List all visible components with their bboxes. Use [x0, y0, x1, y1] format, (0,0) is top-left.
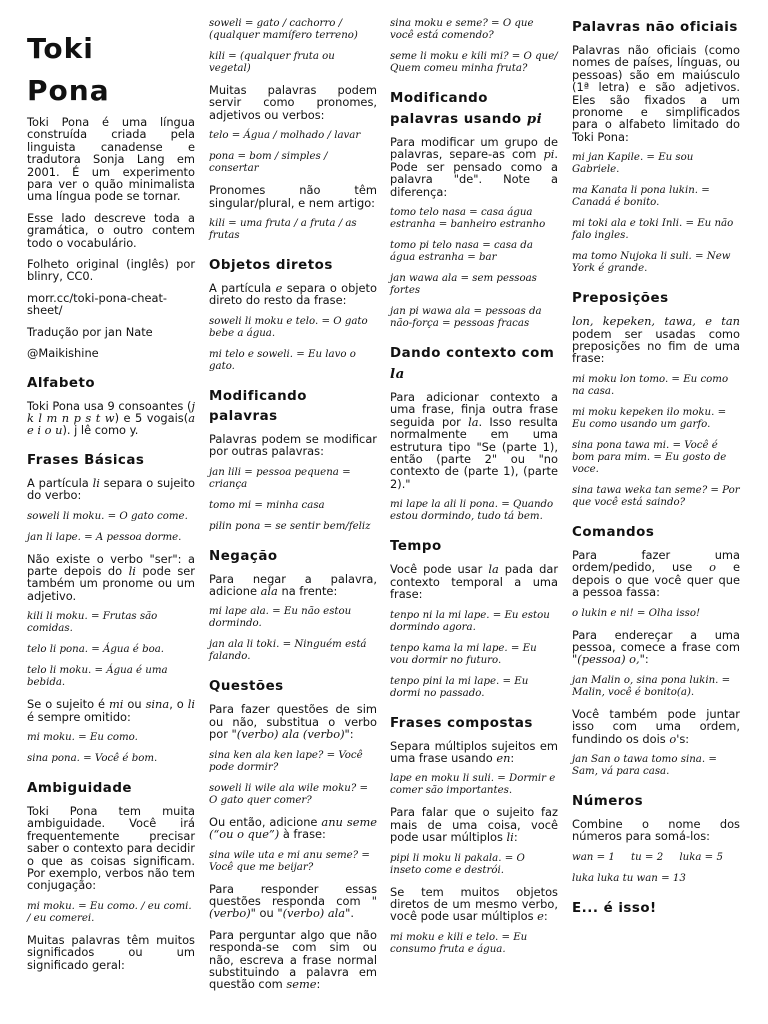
example: pilin pona = se sentir bem/feliz [209, 520, 371, 532]
example: mi lape la ali li pona. = Quando estou dormindo, tudo tá bem. [390, 499, 554, 523]
translator-handle: @Maikishine [27, 346, 99, 361]
heading-dando-contexto: Dando contexto com la [390, 346, 555, 383]
example: sina pona tawa mi. = Você é bom para mim. = Eu gosto de voce. [572, 439, 727, 475]
example: sina pona. = Você é bom. [27, 752, 158, 764]
frases-paragraph: Não existe o verbo "ser": a parte depois do li pode ser também um pronome ou um adjetivo. [27, 551, 195, 603]
example: wan = 1 tu = 2 luka = 5 [572, 851, 723, 863]
heading-modificando-pi: Modificando palavras usando pi [390, 91, 543, 127]
ambiguidade-paragraph: Muitas palavras têm muitos significados ou um significado geral: [27, 932, 195, 972]
column-3 [390, 18, 558, 965]
example: jan Malin o, sina pona lukin. = Malin, você é bonito(a). [572, 674, 731, 698]
scope-paragraph: Esse lado descreve toda a gramática, o outro contem todo o vocabulário. [27, 210, 195, 250]
example: sina wile uta e mi anu seme? = Você que me beijar? [209, 849, 370, 873]
paragraph: Palavras não oficiais (como nomes de países, línguas, ou pessoas) são em maiúsculo (1ª letra) e são adjetivos. Eles são fixados a um pronome e simplificados para o alfabeto limitado do Toki Pona: [572, 43, 740, 144]
frases-paragraph: A partícula li separa o sujeito do verbo: [27, 475, 195, 503]
example: tenpo kama la mi lape. = Eu vou dormir no futuro. [390, 642, 537, 666]
ambiguidade-paragraph: Toki Pona tem muita ambiguidade. Você irá frequentemente precisar saber o contexto para decidir o que as coisas significam. Por exemplo, verbos não tem conjugação: [27, 803, 195, 893]
translation-credit: Tradução por jan Nate [27, 324, 153, 339]
example: tomo telo nasa = casa água estranha = banheiro estranho [390, 207, 546, 231]
column-2 [209, 18, 377, 1000]
example: soweli li moku e telo. = O gato bebe a água. [209, 315, 368, 339]
heading-preposicoes: Preposições [572, 291, 669, 307]
heading-frases-basicas: Frases Básicas [27, 452, 145, 468]
heading-negacao: Negação [209, 548, 278, 564]
example: sina moku e seme? = O que você está comendo? [390, 18, 534, 41]
example: tenpo pini la mi lape. = Eu dormi no passado. [390, 675, 529, 699]
heading-palavras-nao-oficiais: Palavras não oficiais [572, 20, 738, 35]
example: mi moku kepeken ilo moku. = Eu como usando um garfo. [572, 406, 727, 430]
example: soweli li moku. = O gato come. [27, 510, 188, 522]
heading-numeros: Números [572, 793, 644, 809]
credit-paragraph: Folheto original (inglês) por blinry, CC0. [27, 257, 195, 284]
source-url: morr.cc/toki-pona-cheat-sheet/ [27, 290, 168, 318]
paragraph: Para fazer uma ordem/pedido, use o e depois o que você quer que a pessoa fassa: [572, 547, 740, 600]
heading-questoes: Questões [209, 679, 284, 695]
paragraph: Para perguntar algo que não responda-se com sim ou não, escreva a frase normal substituindo a palavra em questão com seme: [209, 927, 377, 992]
example: o lukin e ni! = Olha isso! [572, 607, 701, 619]
paragraph: Separa múltiplos sujeitos em uma frase usando en: [390, 738, 558, 765]
example: sina tawa weka tan seme? = Por que você está saindo? [572, 484, 740, 508]
example: ma tomo Nujoka li suli. = New York é grande. [572, 251, 731, 275]
heading-frases-compostas: Frases compostas [390, 715, 533, 731]
paragraph: Para responder essas questões responda com "(verbo)" ou "(verbo) ala". [209, 881, 377, 921]
intro-paragraph: Toki Pona é uma língua construída criada pela linguista canadense e tradutora Sonja Lang em 2001. É um experimento para ver o quão minimalista uma língua pode se tornar. [27, 115, 195, 204]
heading-alfabeto: Alfabeto [27, 375, 96, 391]
example: luka luka tu wan = 13 [572, 872, 686, 884]
example: mi lape ala. = Eu não estou dormindo. [209, 606, 352, 630]
example: jan li lape. = A pessoa dorme. [27, 531, 182, 543]
example: tomo mi = minha casa [209, 499, 325, 511]
heading-objetos-diretos: Objetos diretos [209, 258, 333, 274]
example: pipi li moku li pakala. = O inseto come e destrói. [390, 852, 525, 876]
heading-end: E... é isso! [572, 900, 657, 916]
example: mi moku lon tomo. = Eu como na casa. [572, 373, 729, 397]
paragraph: A partícula e separa o objeto direto do resto da frase: [209, 281, 377, 308]
page-title: Toki Pona [27, 32, 110, 107]
example: telo = Água / molhado / lavar [209, 130, 361, 142]
example: mi toki ala e toki Inli. = Eu não falo ingles. [572, 218, 734, 242]
example: jan San o tawa tomo sina. = Sam, vá para casa. [572, 753, 717, 777]
paragraph: Muitas palavras podem servir como pronomes, adjetivos ou verbos: [209, 83, 377, 122]
example: jan wawa ala = sem pessoas fortes [390, 273, 537, 297]
example: mi jan Kapile. = Eu sou Gabriele. [572, 152, 694, 176]
example: tenpo ni la mi lape. = Eu estou dormindo agora. [390, 609, 550, 633]
paragraph: Ou então, adicione anu seme (“ou o que”) à frase: [209, 814, 378, 842]
paragraph: Para adicionar contexto a uma frase, finja outra frase seguida por la. Isso resulta normalmente em uma estrutura tipo "Se (parte 1), então (parte 2" ou "no contexto de (parte 1), (parte 2)." [390, 390, 558, 491]
example: tomo pi telo nasa = casa da água estranha = bar [390, 240, 533, 264]
paragraph: Pronomes não têm singular/plural, e nem artigo: [209, 183, 377, 210]
column-4 [572, 18, 740, 925]
example: ma Kanata li pona lukin. = Canadá é bonito. [572, 185, 710, 209]
example: kili = uma fruta / a fruta / as frutas [209, 218, 357, 242]
paragraph: Combine o nome dos números para somá-los: [572, 816, 740, 844]
example: jan pi wawa ala = pessoas da não-força = pessoas fracas [390, 306, 542, 330]
paragraph: Para endereçar a uma pessoa, comece a frase com "(pessoa) o,": [572, 627, 740, 667]
alfabeto-paragraph: Toki Pona usa 9 consoantes (j k l m n p s t w) e 5 vogais(a e i o u). j lê como y. [27, 398, 195, 438]
paragraph: Palavras podem se modificar por outras palavras: [209, 431, 377, 459]
example: jan ala li toki. = Ninguém está falando. [209, 639, 367, 663]
paragraph: Para falar que o sujeito faz mais de uma coisa, você pode usar múltiplos li: [390, 805, 558, 845]
example: telo li moku. = Água é uma bebida. [27, 665, 168, 689]
example: pona = bom / simples / consertar [209, 151, 328, 175]
example: mi moku. = Eu como. [27, 731, 138, 743]
example: seme li moku e kili mi? = O que/ Quem comeu minha fruta? [390, 51, 558, 74]
paragraph: Para modificar um grupo de palavras, separe-as com pi. Pode ser pensado como a palavra "de". Note a diferença: [390, 135, 558, 199]
paragraph: Você pode usar la pada dar contexto temporal a uma frase: [390, 562, 558, 602]
example: soweli = gato / cachorro / (qualquer mamífero terreno) [209, 18, 358, 41]
example: lape en moku li suli. = Dormir e comer são importantes. [390, 773, 556, 797]
example: telo li pona. = Água é boa. [27, 644, 165, 656]
example: kili li moku. = Frutas são comidas. [27, 611, 158, 635]
paragraph: Você também pode juntar isso com uma ordem, fundindo os dois o's: [572, 706, 740, 746]
paragraph: Se tem muitos objetos diretos de um mesmo verbo, você pode usar múltiplos e: [390, 884, 558, 924]
heading-comandos: Comandos [572, 524, 655, 540]
example: mi moku e kili e telo. = Eu consumo fruta e água. [390, 931, 528, 955]
frases-paragraph: Se o sujeito é mi ou sina, o li é sempre omitido: [27, 697, 195, 724]
heading-tempo: Tempo [390, 539, 442, 555]
heading-modificando-palavras: Modificando palavras [209, 388, 307, 424]
paragraph: lon, kepeken, tawa, e tan podem ser usadas como preposições no fim de uma frase: [572, 314, 740, 366]
example: mi telo e soweli. = Eu lavo o gato. [209, 348, 356, 372]
heading-ambiguidade: Ambiguidade [27, 780, 132, 796]
example: jan lili = pessoa pequena = criança [209, 466, 351, 490]
example: kili = (qualquer fruta ou vegetal) [209, 51, 335, 74]
paragraph: Para fazer questões de sim ou não, substitua o verbo por "(verbo) ala (verbo)": [209, 702, 377, 742]
paragraph: Para negar a palavra, adicione ala na frente: [209, 571, 377, 599]
example: sina ken ala ken lape? = Você pode dormir? [209, 749, 363, 773]
example: soweli li wile ala wile moku? = O gato quer comer? [209, 782, 369, 806]
column-1 [27, 18, 195, 980]
example: mi moku. = Eu como. / eu comi. / eu comerei. [27, 900, 192, 924]
